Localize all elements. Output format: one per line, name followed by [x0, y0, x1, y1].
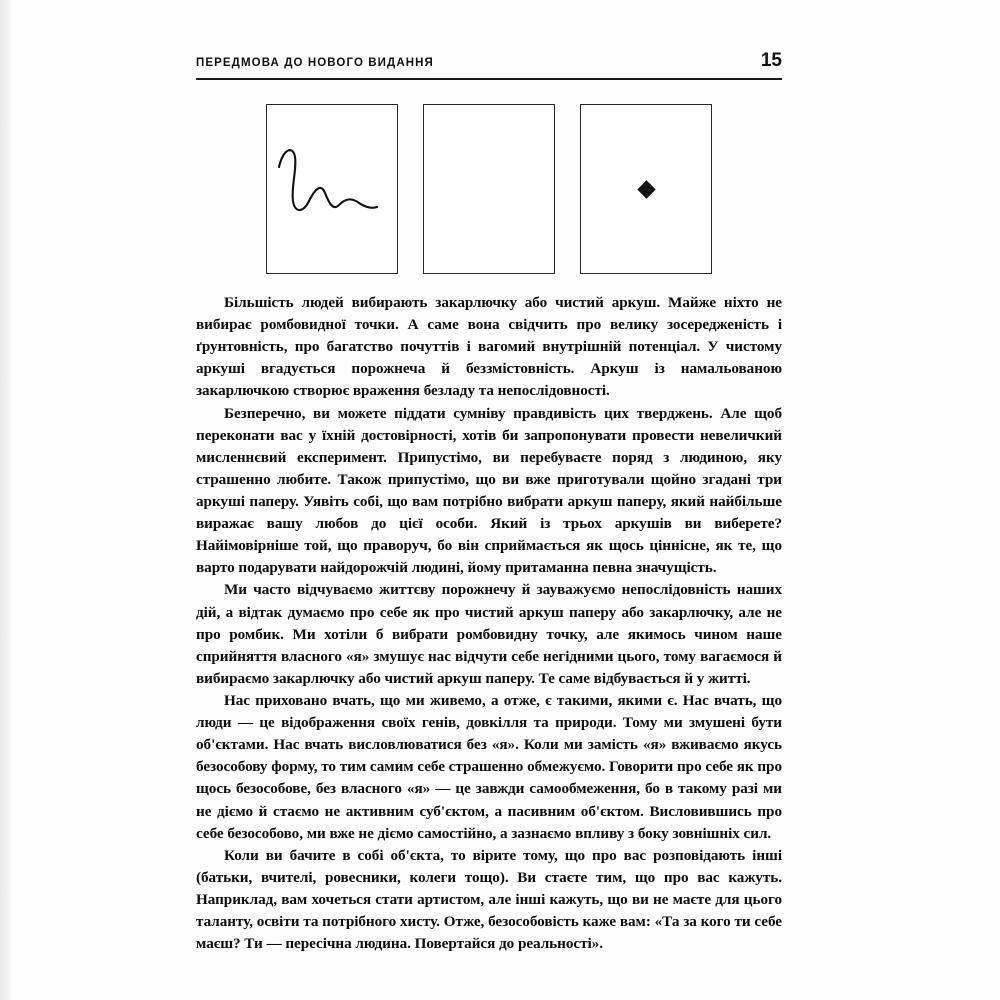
page-spine-shadow — [0, 0, 14, 1000]
blank-card — [423, 104, 555, 274]
scribble-card — [266, 104, 398, 274]
page-number: 15 — [760, 50, 782, 71]
body-text — [196, 292, 782, 955]
running-head-title: ПЕРЕДМОВА ДО НОВОГО ВИДАННЯ — [196, 57, 434, 69]
paragraph: Нас приховано вчать, що ми живемо, а отже, є такими, якими є. Нас вчать, що люди — це відображення своїх генів, довкілля та природи. Тому ми змушені бути об'єктами. Нас вчать висловлюватися без «я». Коли ми замість «я» вживаємо якусь безособову форму, то тим самим себе страшенно обмежуємо. Говорити про себе як про щось безособове, без власного «я» — це завжди самообмеження, бо в такому разі ми не діємо й стаємо не активним суб'єктом, а пасивним об'єктом. Висловившись про себе безособово, ми вже не діємо самостійно, а зазнаємо впливу з боку зовнішніх сил. — [196, 691, 782, 842]
paragraph: Ми часто відчуваємо життєву порожнечу й зауважуємо непослідовність наших дій, а відтак думаємо про себе як про чистий аркуш паперу або закарлючку, але не про ромбик. Ми хотіли б вибрати ромбовидну точку, але якимось чином наше сприйняття власного «я» змушує нас відчути себе негідними цього, тому вагаємося й вибираємо закарлючку або чистий аркуш паперу. Те саме відбувається й у житті. — [196, 581, 782, 687]
running-head — [196, 50, 782, 72]
diamond-card — [580, 104, 712, 274]
scribble-icon — [267, 105, 397, 273]
header-rule — [196, 78, 782, 80]
paragraph: Безперечно, ви можете піддати сумніву правдивість цих тверджень. Але щоб переконати вас у їхній достовірності, хотів би запропонувати провести невеличкий мисленнєвий експеримент. Припустімо, ви перебуваєте поряд з людиною, яку страшенно любите. Також припустімо, що ви вже приготували щойно згадані три аркуші паперу. Уявіть собі, що вам потрібно вибрати аркуш паперу, який найбільше виражає вашу любов до цієї особи. Який із трьох аркушів ви виберете? Найімовірніше той, що праворуч, бо він сприймається як щось ціннісне, як те, що варто подарувати найдорожчій людині, йому притаманна певна значущість. — [196, 404, 782, 577]
figure-three-cards — [266, 104, 716, 274]
diamond-icon — [637, 180, 655, 198]
page-content — [196, 0, 782, 1000]
paragraph: Коли ви бачите в собі об'єкта, то вірите тому, що про вас розповідають інші (батьки, вчителі, ровесники, колеги тощо). Ви стаєте тим, що про вас кажуть. Наприклад, вам хочеться стати артистом, але інші кажуть, що ви не маєте для цього таланту, освіти та потрібного хисту. Отже, безособовість каже вам: «Та за кого ти себе маєш? Ти — пересічна людина. Повертайся до реальності». — [196, 846, 782, 953]
paragraph: Більшість людей вибирають закарлючку або чистий аркуш. Майже ніхто не вибирає ромбовидної точки. А саме вона свідчить про велику зосередженість і ґрунтовність, про багатство почуттів і вагомий внутрішній потенціал. У чистому аркуші вгадується порожнеча й беззмістовність. Аркуш із намальованою закарлючкою створює враження безладу та непослідовності. — [196, 294, 782, 400]
